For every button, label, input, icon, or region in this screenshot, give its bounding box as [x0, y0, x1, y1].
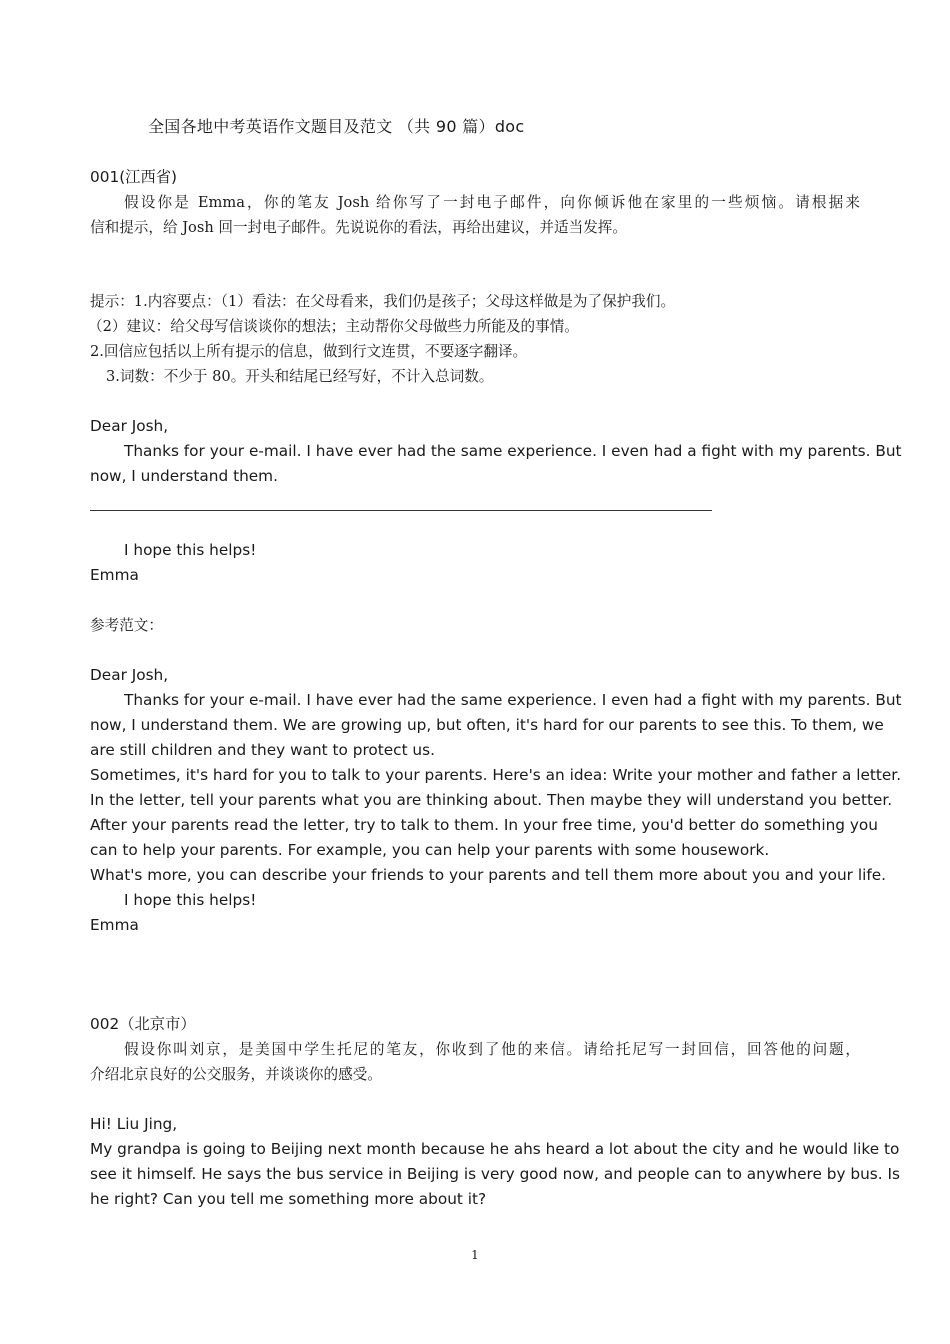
sample-label: 参考范文：	[90, 617, 163, 634]
letter-body-line: he right? Can you tell me something more about it?	[90, 1190, 487, 1208]
sample-signature: Emma	[90, 916, 139, 934]
tip-line: 3.词数：不少于 80。开头和结尾已经写好，不计入总词数。	[106, 368, 494, 385]
sample-line: After your parents read the letter, try to talk to them. In your free time, you'd better do something you	[90, 816, 878, 834]
sample-line: now, I understand them. We are growing up, but often, it's hard for our parents to see this. To them, we	[90, 716, 884, 734]
tip-line: 2.回信应包括以上所有提示的信息，做到行文连贯，不要逐字翻译。	[90, 343, 528, 360]
sample-line: Sometimes, it's hard for you to talk to your parents. Here's an idea: Write your mother and father a letter.	[90, 766, 902, 784]
prompt-line: 信和提示，给 Josh 回一封电子邮件。先说说你的看法，再给出建议，并适当发挥。	[90, 219, 627, 236]
sample-closing: I hope this helps!	[124, 891, 257, 909]
prompt-line: 介绍北京良好的公交服务，并谈谈你的感受。	[90, 1066, 382, 1083]
letter-closing: I hope this helps!	[124, 541, 257, 559]
prompt-line: 假设你是 Emma，你的笔友 Josh 给你写了一封电子邮件，向你倾诉他在家里的一些烦恼。请根据来	[124, 194, 860, 211]
letter-body-line: My grandpa is going to Beijing next month because he ahs heard a lot about the city and he would like to	[90, 1140, 900, 1158]
sample-line: In the letter, tell your parents what you are thinking about. Then maybe they will understand you better.	[90, 791, 893, 809]
letter-greeting: Dear Josh,	[90, 417, 169, 435]
letter-body-line: now, I understand them.	[90, 467, 278, 485]
sample-line: Thanks for your e-mail. I have ever had the same experience. I even had a fight with my parents. But	[124, 691, 902, 709]
answer-blank-line	[90, 510, 712, 511]
section-heading-002: 002（北京市）	[90, 1015, 196, 1033]
tip-line: 提示：1.内容要点：（1）看法：在父母看来，我们仍是孩子；父母这样做是为了保护我们。	[90, 293, 676, 310]
tip-line: （2）建议：给父母写信谈谈你的想法；主动帮你父母做些力所能及的事情。	[88, 318, 579, 335]
sample-greeting: Dear Josh,	[90, 666, 169, 684]
sample-line: are still children and they want to protect us.	[90, 741, 435, 759]
letter-greeting: Hi! Liu Jing,	[90, 1115, 178, 1133]
letter-body-line: Thanks for your e-mail. I have ever had the same experience. I even had a fight with my parents. But	[124, 442, 902, 460]
prompt-line: 假设你叫刘京，是美国中学生托尼的笔友，你收到了他的来信。请给托尼写一封回信，回答他的问题，	[124, 1041, 860, 1058]
letter-body-line: see it himself. He says the bus service in Beijing is very good now, and people can to anywhere by bus. Is	[90, 1165, 900, 1183]
sample-line: What's more, you can describe your friends to your parents and tell them more about you and your life.	[90, 866, 886, 884]
sample-line: can to help your parents. For example, you can help your parents with some housework.	[90, 841, 770, 859]
page-number: 1	[471, 1248, 479, 1262]
section-heading-001: 001(江西省)	[90, 168, 178, 186]
document-title: 全国各地中考英语作文题目及范文 （共 90 篇）doc	[148, 117, 525, 136]
letter-signature: Emma	[90, 566, 139, 584]
